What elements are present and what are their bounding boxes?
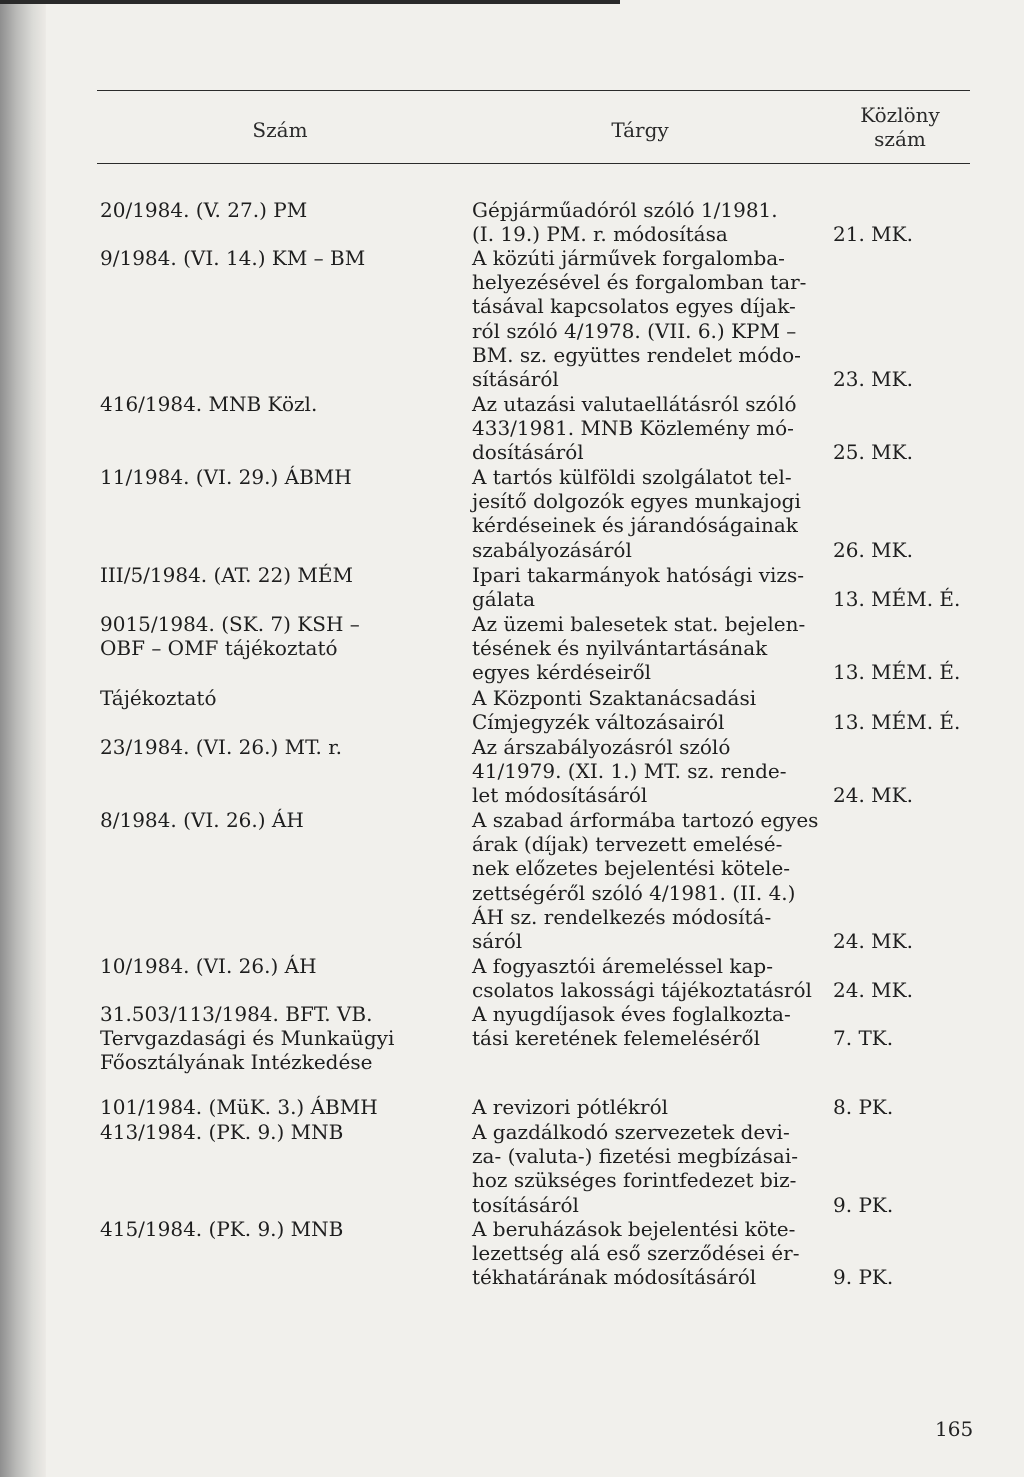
- cell-targy: [472, 1002, 791, 1050]
- cell-szam: [100, 392, 317, 416]
- cell-kozlony: 25. MK.: [833, 440, 913, 465]
- cell-szam: [100, 198, 307, 222]
- szam-line: 9/1984. (VI. 14.) KM – BM: [100, 246, 366, 270]
- targy-line: gálata: [472, 587, 536, 612]
- column-header-kozlony-line2: szám: [874, 127, 926, 151]
- szam-line: 10/1984. (VI. 26.) ÁH: [100, 954, 317, 978]
- targy-line: A beruházások bejelentési köte-: [472, 1217, 796, 1241]
- cell-szam: [100, 735, 342, 759]
- targy-line: A tartós külföldi szolgálatot tel-: [472, 465, 792, 489]
- cell-szam: [100, 1217, 343, 1241]
- cell-targy: [472, 1120, 798, 1217]
- cell-kozlony: 9. PK.: [833, 1192, 894, 1217]
- targy-line: A fogyasztói áremeléssel kap-: [472, 954, 773, 978]
- szam-line: 8/1984. (VI. 26.) ÁH: [100, 808, 304, 832]
- cell-kozlony: 13. MÉM. É.: [833, 660, 961, 685]
- cell-targy: [472, 954, 812, 1002]
- targy-line: nek előzetes bejelentési kötele-: [472, 856, 791, 881]
- targy-line: egyes kérdéseiről: [472, 660, 652, 685]
- targy-line: 433/1981. MNB Közlemény mó-: [472, 416, 794, 441]
- cell-kozlony: 24. MK.: [833, 783, 913, 808]
- cell-szam: [100, 1095, 378, 1119]
- targy-line: tésének és nyilvántartásának: [472, 636, 768, 661]
- targy-line: (I. 19.) PM. r. módosítása: [472, 222, 728, 247]
- page-number: 165: [935, 1417, 974, 1441]
- cell-szam: [100, 1120, 343, 1144]
- cell-szam: [100, 686, 216, 710]
- cell-targy: [472, 198, 778, 246]
- targy-line: Ipari takarmányok hatósági vizs-: [472, 563, 804, 587]
- targy-line: A nyugdíjasok éves foglalkozta-: [472, 1002, 791, 1026]
- cell-szam: [100, 563, 353, 587]
- cell-kozlony: 9. PK.: [833, 1265, 894, 1290]
- targy-line: A gazdálkodó szervezetek devi-: [472, 1120, 790, 1144]
- cell-targy: [472, 1095, 668, 1119]
- cell-kozlony: 26. MK.: [833, 537, 913, 562]
- cell-szam: [100, 246, 365, 270]
- targy-line: Címjegyzék változásairól: [472, 710, 725, 735]
- cell-kozlony: 13. MÉM. É.: [833, 587, 961, 612]
- cell-szam: [100, 954, 317, 978]
- targy-line: 41/1979. (XI. 1.) MT. sz. rende-: [472, 759, 787, 784]
- targy-line: dosításáról: [472, 440, 584, 465]
- targy-line: A Központi Szaktanácsadási: [472, 686, 757, 710]
- targy-line: Gépjárműadóról szóló 1/1981.: [472, 198, 778, 222]
- book-spine-shadow: [0, 0, 46, 1477]
- targy-line: BM. sz. együttes rendelet módo-: [472, 342, 801, 367]
- cell-szam: [100, 465, 352, 489]
- targy-line: ÁH sz. rendelkezés módosítá-: [472, 904, 772, 929]
- targy-line: árak (díjak) tervezett emelésé-: [472, 832, 783, 857]
- targy-line: szabályozásáról: [472, 537, 632, 562]
- targy-line: zettségéről szóló 4/1981. (II. 4.): [472, 880, 796, 905]
- cell-targy: [472, 563, 804, 611]
- cell-targy: [472, 465, 801, 562]
- header-bottom-rule: [97, 163, 970, 164]
- column-header-kozlony: [830, 103, 970, 151]
- szam-line: 416/1984. MNB Közl.: [100, 392, 318, 416]
- szam-line: 413/1984. (PK. 9.) MNB: [100, 1120, 344, 1144]
- targy-line: helyezésével és forgalomban tar-: [472, 270, 807, 295]
- cell-targy: [472, 612, 805, 685]
- targy-line: sításáról: [472, 366, 559, 391]
- cell-targy: [472, 392, 797, 465]
- szam-line: 101/1984. (MüK. 3.) ÁBMH: [100, 1095, 378, 1119]
- targy-line: A revizori pótlékról: [472, 1095, 669, 1119]
- targy-line: lezettség alá eső szerződései ér-: [472, 1241, 800, 1266]
- targy-line: A közúti járművek forgalomba-: [472, 246, 785, 270]
- cell-targy: [472, 735, 786, 808]
- cell-kozlony: 21. MK.: [833, 222, 913, 247]
- targy-line: let módosításáról: [472, 783, 648, 808]
- targy-line: Az utazási valutaellátásról szóló: [472, 392, 797, 416]
- targy-line: A szabad árformába tartozó egyes: [472, 808, 819, 832]
- targy-line: tási keretének felemeléséről: [472, 1026, 760, 1051]
- header-top-rule: [97, 90, 970, 91]
- szam-line: OBF – OMF tájékoztató: [100, 636, 338, 661]
- cell-kozlony: 24. MK.: [833, 929, 913, 953]
- cell-kozlony: 23. MK.: [833, 367, 913, 391]
- targy-line: Az üzemi balesetek stat. bejelen-: [472, 612, 806, 636]
- top-edge-band: [0, 0, 620, 4]
- targy-line: tásával kapcsolatos egyes díjak-: [472, 294, 796, 319]
- szam-line: 415/1984. (PK. 9.) MNB: [100, 1217, 344, 1241]
- targy-line: tékhatárának módosításáról: [472, 1265, 757, 1290]
- cell-targy: [472, 1217, 799, 1290]
- column-header-kozlony-line1: Közlöny: [860, 103, 940, 127]
- cell-szam: [100, 1002, 394, 1075]
- column-header-szam: Szám: [252, 118, 308, 142]
- targy-line: sáról: [472, 928, 523, 953]
- szam-line: Főosztályának Intézkedése: [100, 1050, 373, 1075]
- szam-line: 11/1984. (VI. 29.) ÁBMH: [100, 465, 352, 489]
- szam-line: 23/1984. (VI. 26.) MT. r.: [100, 735, 342, 759]
- cell-szam: [100, 612, 360, 660]
- szam-line: III/5/1984. (AT. 22) MÉM: [100, 563, 353, 587]
- szam-line: Tájékoztató: [100, 686, 217, 710]
- targy-line: jesítő dolgozók egyes munkajogi: [472, 489, 801, 514]
- cell-kozlony: 7. TK.: [833, 1026, 894, 1051]
- cell-kozlony: 8. PK.: [833, 1095, 894, 1119]
- targy-line: tosításáról: [472, 1192, 579, 1217]
- targy-line: za- (valuta-) fizetési megbízásai-: [472, 1144, 798, 1169]
- cell-szam: [100, 808, 304, 832]
- szam-line: 9015/1984. (SK. 7) KSH –: [100, 612, 360, 636]
- targy-line: Az árszabályozásról szóló: [472, 735, 731, 759]
- cell-kozlony: 13. MÉM. É.: [833, 710, 961, 735]
- cell-targy: [472, 808, 818, 953]
- column-header-targy: Tárgy: [611, 118, 669, 142]
- szam-line: 31.503/113/1984. BFT. VB.: [100, 1002, 373, 1026]
- targy-line: csolatos lakossági tájékoztatásról: [472, 978, 812, 1003]
- szam-line: Tervgazdasági és Munkaügyi: [100, 1026, 395, 1051]
- szam-line: 20/1984. (V. 27.) PM: [100, 198, 308, 222]
- targy-line: hoz szükséges forintfedezet biz-: [472, 1168, 797, 1193]
- cell-kozlony: 24. MK.: [833, 978, 913, 1003]
- targy-line: ról szóló 4/1978. (VII. 6.) KPM –: [472, 318, 797, 343]
- cell-targy: [472, 686, 756, 734]
- cell-targy: [472, 246, 806, 391]
- targy-line: kérdéseinek és járandóságainak: [472, 513, 798, 538]
